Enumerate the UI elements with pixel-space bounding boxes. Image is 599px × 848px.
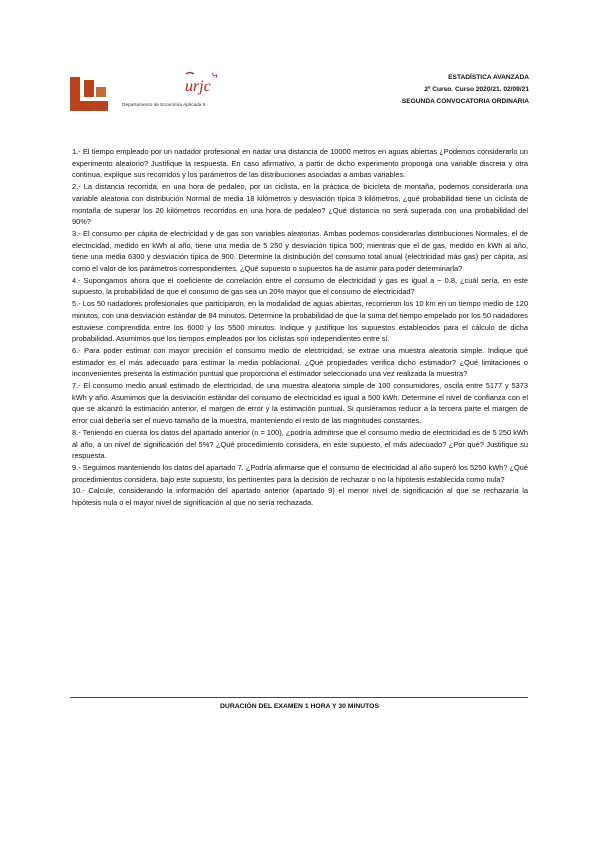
question-8: 8.- Teniendo en cuenta los datos del apartado anterior (n = 100), ¿podría admitirse que el consumo medio de electricidad es de 5 250 kWh al año, a un nivel de significación del 5%? ¿Qué procedimiento considera, en este supuesto, el más adecuado? ¿Por qué? Justifique su respuesta. <box>72 427 528 461</box>
question-5: 5.- Los 50 nadadores profesionales que participaron, en la modalidad de aguas abiertas, recorrieron los 10 km en un tiempo medio de 120 minutos, con una desviación estándar de 84 minutos. Determine la probabilidad de que la suma del tiempo empelado por los 50 nadadores estuviese comprendida entre los 6000 y los 5500 minutos. Indique y justifique los supuestos establecidos para el cálculo de dicha probabilidad. Asumimos que los tiempos empleados por los ciclistas son independientes entre sí. <box>72 299 528 344</box>
question-10: 10.- Calcule, considerando la información del apartado anterior (apartado 9) el menor nivel de significación al que se rechazaría la hipótesis nula o el mayor nivel de significación al que no sería rechazada. <box>72 486 528 508</box>
department-name: Departamento de Economía Aplicada II <box>122 103 206 108</box>
exam-header <box>402 72 529 108</box>
question-3: 3.- El consumo per cápita de electricidad y de gas son variables aleatorias. Ambas podemos considerarlas distribuciones Normales, el de electricidad, medido en kWh al año, tiene una media de 5 250 y desviación típica 500; mientras que el de gas, medido en kWh al año, tiene una media 6300 y desviación típica de 900. Determine la distribución del consumo total anual (electricidad más gas) per cápita, así como el valor de los parámetros correspondientes. ¿Qué supuesto o supuestos ha de asumir para poder determinarla? <box>72 228 528 274</box>
question-1: 1.- El tiempo empleado por un nadador profesional en nadar una distancia de 10000 metros en aguas abiertas ¿Podemos considerarlo un experimento aleatorio? Justifique la respuesta. En caso afirmativo, a partir de dicho experimento proponga una variable discreta y otra continua, explique sus recorridos y los parámetros de las distribuciones asociadas a ambas variables. <box>72 147 528 180</box>
urjc-logo <box>182 70 222 96</box>
department-logo <box>70 77 110 111</box>
svg-text:urjc: urjc <box>185 78 211 95</box>
footer-divider <box>70 697 528 698</box>
subject-title: ESTADÍSTICA AVANZADA <box>448 74 529 81</box>
exam-duration: DURACIÓN DEL EXAMEN 1 HORA Y 30 MINUTOS <box>220 703 379 710</box>
question-2: 2.- La distancia recorrida, en una hora de pedaleo, por un ciclista, en la práctica de bicicleta de montaña, podemos considerarla una variable aleatoria con distribución Normal de media 18 kilómetros y desviación típica 3 kilómetros, ¿qué probabilidad tiene un ciclista de montaña de superar los 20 kilómetros recorridos en una hora de pedaleo? ¿Qué distancia no será superada con una probabilidad del 90%? <box>72 182 528 227</box>
exam-call: SEGUNDA CONVOCATORIA ORDINARIA <box>401 98 529 105</box>
question-7: 7.- El consumo medio anual estimado de electricidad, de una muestra aleatoria simple de 100 consumidores, oscila entre 5177 y 5373 kWh y año. Asumimos que la desviación estándar del consumo de electricidad es igual a 500 kWh. Determine el nivel de confianza con el que se alcanzó la estimación anterior, el margen de error y la estimación puntual. Si quisiéramos reducir a la tercera parte el margen de error cuál debería ser el nuevo tamaño de la muestra, manteniendo el resto de las magnitudes constantes. <box>72 381 528 426</box>
course-date: 2º Curso. Curso 2020/21. 02/09/21 <box>424 86 529 93</box>
question-6: 6.- Para poder estimar con mayor precisión el consumo medio de electricidad, se extrae una muestra aleatoria simple. Indique qué estimador es el más adecuado para estimar la media poblacional. ¿Qué propiedades verifica dicho estimador? ¿Qué limitaciones o inconvenientes presenta la estimación puntual que proporciona el estimador seleccionado una vez realizada la muestra? <box>72 345 528 379</box>
questions-list <box>72 146 528 509</box>
question-9: 9.- Seguimos manteniendo los datos del apartado 7. ¿Podría afirmarse que el consumo de electricidad al año superó los 5250 kWh? ¿Qué procedimientos considera, bajo este supuesto, los pertinentes para la decisión de rechazar o no la hipótesis establecida como nula? <box>72 462 528 484</box>
question-4: 4.- Supongamos ahora que el coeficiente de correlación entre el consumo de electricidad y gas es igual a − 0.8, ¿cuál sería, en este supuesto, la probabilidad de que el consumo de gas sea un 20% mayor que el consumo de electricidad? <box>72 275 528 297</box>
